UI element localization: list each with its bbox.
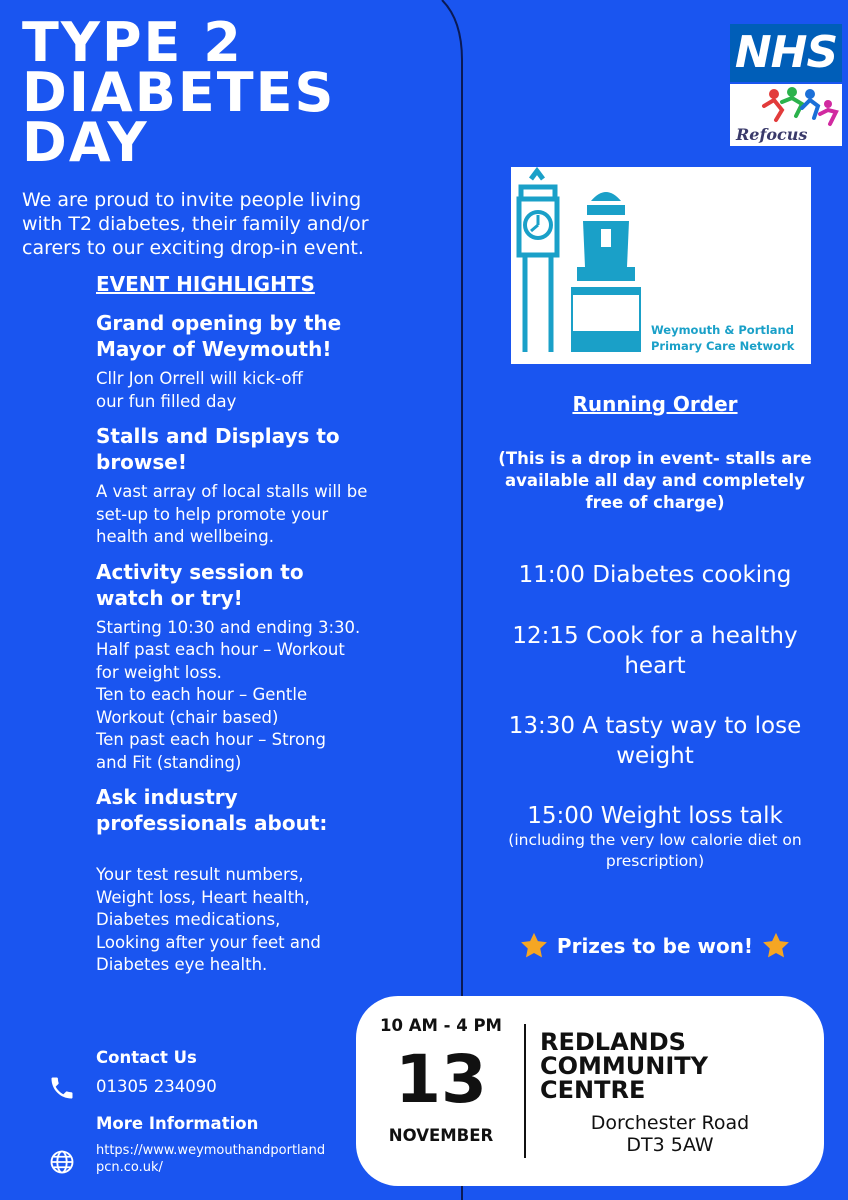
section-body — [96, 617, 441, 775]
section-title — [96, 423, 441, 475]
section-body-line: set-up to help promote your — [96, 504, 329, 524]
section-title — [96, 559, 441, 611]
title-line: DIABETES — [22, 61, 336, 124]
event-details-card — [356, 996, 824, 1186]
intro-line: We are proud to invite people living — [22, 189, 362, 211]
section-title-line: browse! — [96, 450, 187, 474]
pcn-name-line: Weymouth & Portland — [651, 323, 794, 337]
venue-line: CENTRE — [540, 1076, 646, 1104]
website-link[interactable] — [96, 1142, 366, 1176]
section-body-line: Half past each hour – Workout — [96, 640, 345, 659]
section-title-line: Activity session to — [96, 559, 304, 584]
schedule-item — [470, 801, 840, 831]
section-title-line: Mayor of Weymouth! — [96, 337, 332, 361]
section-body — [96, 368, 441, 413]
schedule-line: 11:00 Diabetes cooking — [518, 562, 792, 588]
address-line: DT3 5AW — [626, 1134, 714, 1156]
intro-text — [22, 188, 442, 260]
schedule-item — [470, 711, 840, 771]
schedule-note-line: prescription) — [605, 852, 705, 870]
section-body — [96, 481, 441, 549]
event-day: 13 — [395, 1041, 487, 1118]
schedule-note-line: (including the very low calorie diet on — [508, 831, 802, 849]
prizes-banner — [470, 928, 840, 962]
venue-address — [540, 1112, 800, 1156]
section-body-line: A vast array of local stalls will be — [96, 482, 368, 501]
section-body-line: Ten past each hour – Strong — [96, 730, 326, 749]
card-divider — [524, 1024, 526, 1158]
prizes-text: Prizes to be won! — [556, 933, 754, 958]
title-line: TYPE 2 — [22, 11, 243, 74]
section-body-line: Ten to each hour – Gentle — [96, 685, 308, 704]
event-highlights — [96, 272, 441, 987]
title-line: DAY — [22, 111, 149, 174]
running-order-heading: Running Order — [572, 392, 738, 416]
phone-number[interactable]: 01305 234090 — [96, 1077, 217, 1096]
section-body-line: Weight loss, Heart health, — [96, 887, 310, 907]
drop-in-note — [480, 448, 830, 514]
section-body — [96, 842, 441, 977]
section-body-line: Looking after your feet and — [96, 932, 321, 952]
section-title-line: professionals about: — [96, 811, 328, 835]
section-title-line: Ask industry — [96, 785, 238, 809]
nhs-logo: NHS — [730, 24, 842, 82]
drop-in-note-line: available all day and completely — [505, 471, 805, 490]
page-title — [22, 11, 452, 174]
schedule-line: weight — [616, 743, 694, 769]
star-icon — [761, 931, 791, 961]
event-month: NOVEMBER — [388, 1126, 494, 1145]
section-title — [96, 784, 441, 836]
schedule-item — [470, 560, 840, 590]
url-line[interactable]: https://www.weymouthandportland — [96, 1143, 326, 1158]
drop-in-note-line: free of charge) — [585, 493, 725, 512]
section-body-line: Diabetes medications, — [96, 910, 281, 929]
venue-line: COMMUNITY — [540, 1052, 709, 1080]
pcn-name-line: Primary Care Network — [651, 339, 795, 353]
refocus-wordmark: Refocus — [736, 125, 808, 144]
address-line: Dorchester Road — [590, 1112, 750, 1134]
section-body-line: Your test result numbers, — [96, 865, 304, 884]
section-body-line: Cllr Jon Orrell will kick-off — [96, 369, 303, 388]
section-title-line: Stalls and Displays to — [96, 424, 340, 448]
section-body-line: for weight loss. — [96, 662, 222, 682]
drop-in-note-line: (This is a drop in event- stalls are — [498, 449, 812, 468]
section-body-line: Starting 10:30 and ending 3:30. — [96, 617, 361, 637]
section-body-line: health and wellbeing. — [96, 527, 274, 546]
globe-icon — [48, 1148, 76, 1176]
schedule-line: heart — [624, 653, 686, 679]
section-title-line: watch or try! — [96, 585, 243, 610]
section-body-line: Workout (chair based) — [96, 707, 279, 727]
venue-line: REDLANDS — [540, 1028, 686, 1056]
section-body-line: Diabetes eye health. — [96, 955, 268, 974]
section-body-line: and Fit (standing) — [96, 752, 242, 772]
event-time: 10 AM - 4 PM — [380, 1016, 502, 1035]
more-info-title: More Information — [96, 1114, 259, 1133]
venue-name — [540, 1030, 800, 1102]
contact-title: Contact Us — [96, 1048, 197, 1067]
section-body-line: our fun filled day — [96, 391, 237, 411]
url-line[interactable]: pcn.co.uk/ — [96, 1160, 163, 1175]
spacer — [96, 842, 441, 864]
refocus-logo — [730, 84, 842, 146]
section-title-line: Grand opening by the — [96, 311, 342, 335]
section-title — [96, 310, 441, 362]
star-icon — [519, 931, 549, 961]
intro-line: carers to our exciting drop-in event. — [22, 237, 364, 259]
schedule-line: 15:00 Weight loss talk — [527, 803, 783, 829]
schedule-line: 13:30 A tasty way to lose — [508, 713, 802, 739]
highlights-heading: EVENT HIGHLIGHTS — [96, 272, 315, 296]
phone-icon — [48, 1074, 76, 1102]
pcn-logo — [511, 167, 811, 364]
schedule-line: 12:15 Cook for a healthy — [512, 623, 798, 649]
schedule-item — [470, 621, 840, 681]
schedule-note — [470, 830, 840, 872]
intro-line: with T2 diabetes, their family and/or — [22, 213, 369, 235]
